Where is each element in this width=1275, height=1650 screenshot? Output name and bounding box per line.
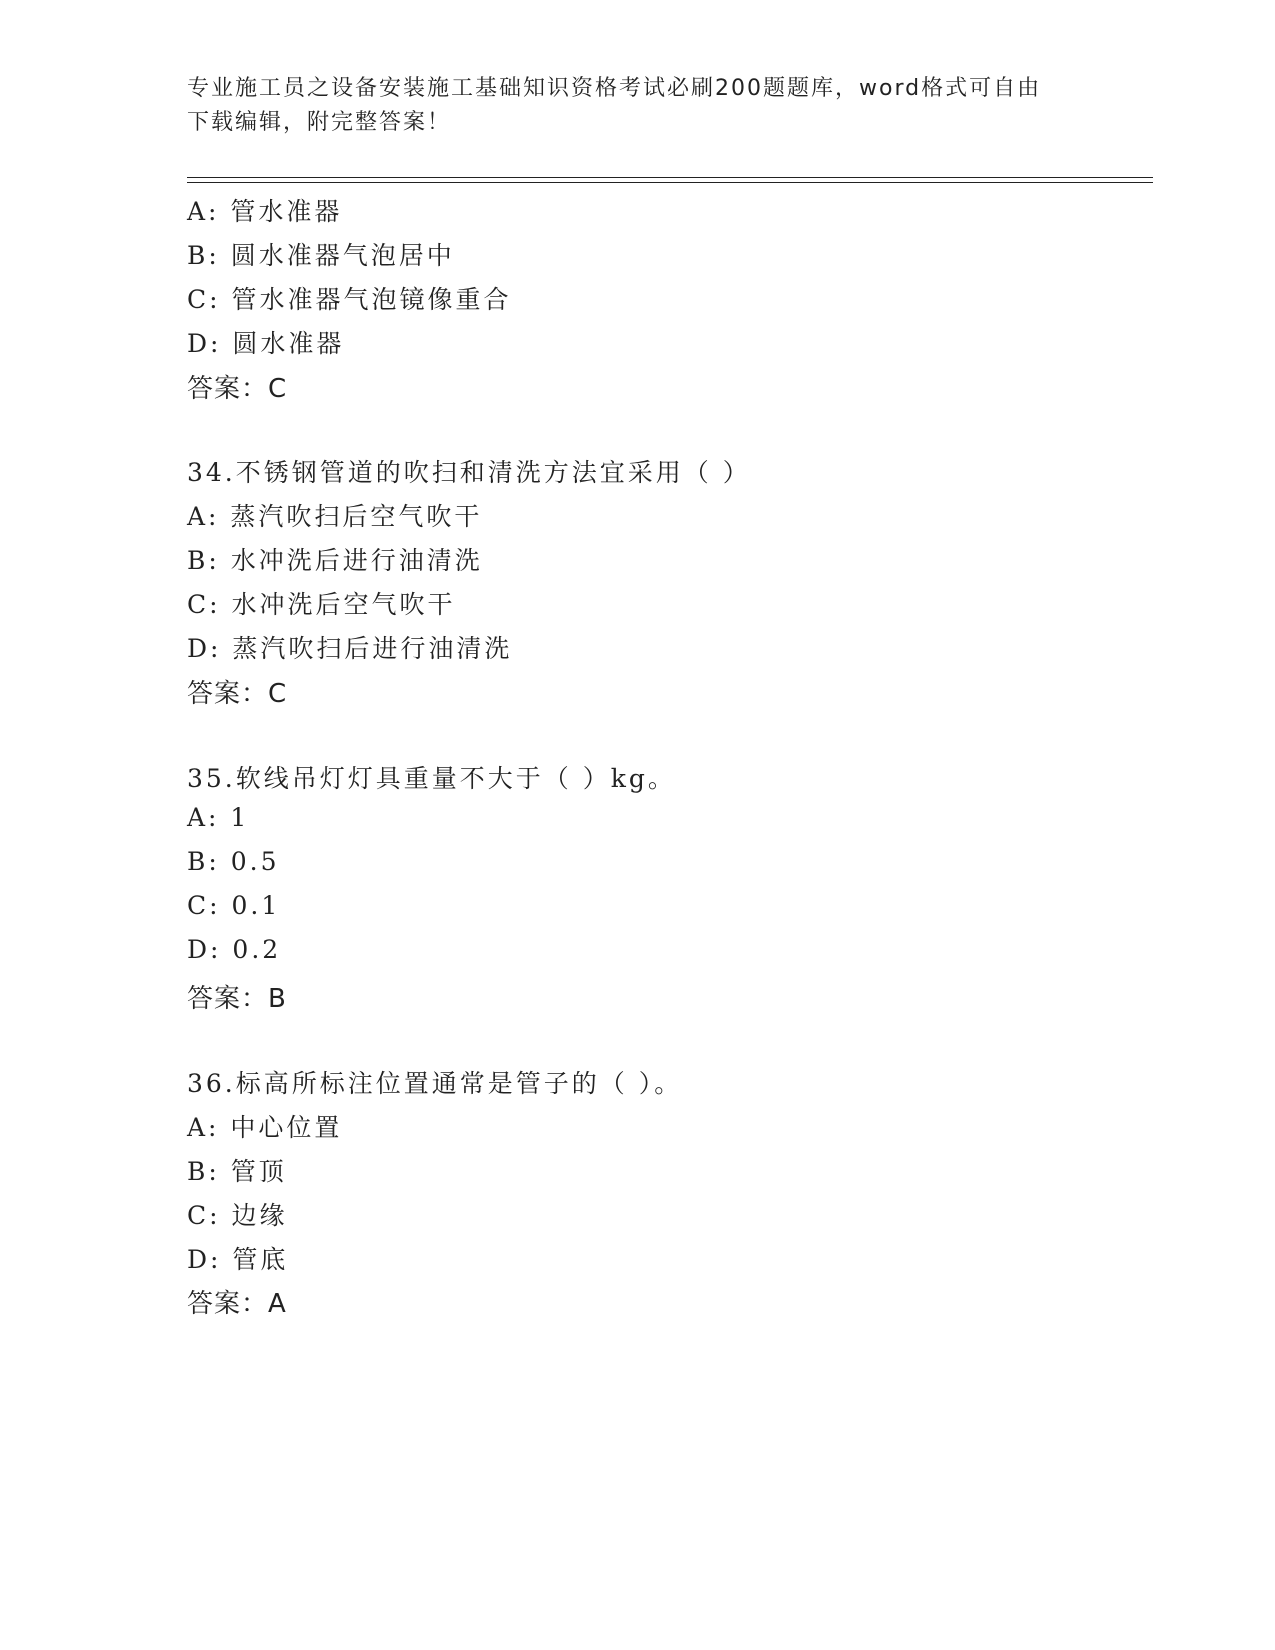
q34-option-b: B: 水冲洗后进行油清洗 xyxy=(187,546,483,575)
q36-option-c: C: 边缘 xyxy=(187,1201,288,1230)
q33-option-c: C: 管水准器气泡镜像重合 xyxy=(187,285,512,314)
q34-option-a: A: 蒸汽吹扫后空气吹干 xyxy=(187,502,483,531)
q35-option-c: C: 0.1 xyxy=(187,891,281,920)
q35-question: 35.软线吊灯灯具重量不大于（ ）kg。 xyxy=(187,764,676,793)
q34-answer: 答案：C xyxy=(187,679,288,709)
document-header xyxy=(187,72,1067,140)
q35-option-b: B: 0.5 xyxy=(187,847,280,876)
q36-answer: 答案：A xyxy=(187,1289,287,1319)
q35-option-a: A: 1 xyxy=(187,803,250,832)
q34-question: 34.不锈钢管道的吹扫和清洗方法宜采用（ ） xyxy=(187,458,751,487)
q33-option-a: A: 管水准器 xyxy=(187,197,343,226)
header-line-2: 下载编辑，附完整答案！ xyxy=(187,110,452,135)
q33-answer: 答案：C xyxy=(187,374,288,404)
q36-option-d: D: 管底 xyxy=(187,1245,289,1274)
q34-option-d: D: 蒸汽吹扫后进行油清洗 xyxy=(187,634,513,663)
q36-option-b: B: 管顶 xyxy=(187,1157,287,1186)
q35-answer: 答案：B xyxy=(187,984,287,1014)
q35-option-d: D: 0.2 xyxy=(187,935,282,964)
q36-question: 36.标高所标注位置通常是管子的（ ）。 xyxy=(187,1069,683,1098)
header-divider-top xyxy=(187,177,1153,178)
q34-option-c: C: 水冲洗后空气吹干 xyxy=(187,590,456,619)
header-divider-bottom xyxy=(187,182,1153,183)
q33-option-b: B: 圆水准器气泡居中 xyxy=(187,241,455,270)
q33-option-d: D: 圆水准器 xyxy=(187,329,345,358)
header-line-1: 专业施工员之设备安装施工基础知识资格考试必刷200题题库，word格式可自由 xyxy=(187,76,1042,101)
q36-option-a: A: 中心位置 xyxy=(187,1113,343,1142)
